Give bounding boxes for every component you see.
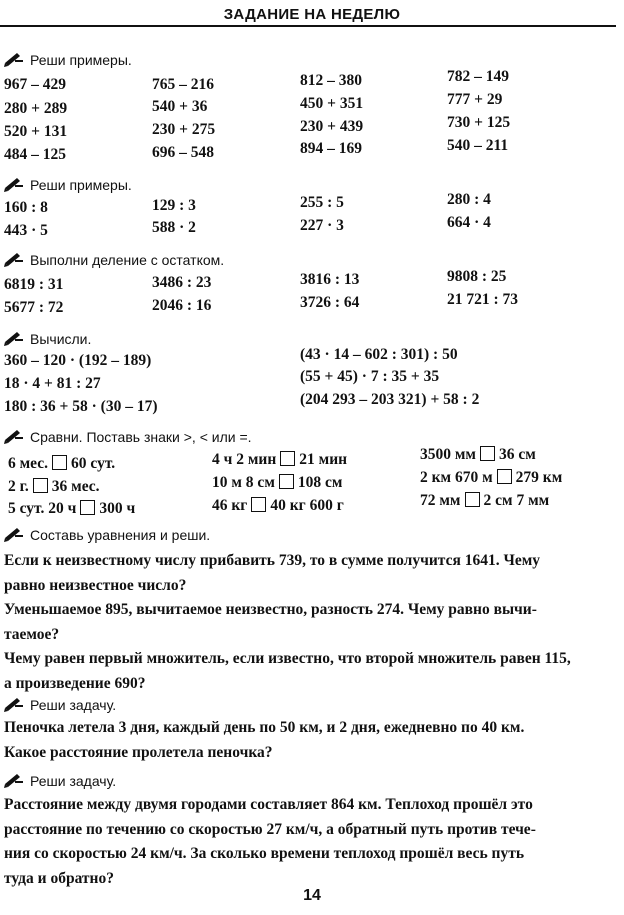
s3-example: 5677 : 72 <box>4 299 64 316</box>
text-line: туда и обратно? <box>4 869 114 887</box>
s4-expression: 180 : 36 + 58 · (30 – 17) <box>4 398 158 415</box>
compare-left: 6 мес. <box>8 455 49 472</box>
compare-item <box>420 469 562 487</box>
section-7-title <box>4 697 116 713</box>
s4-expression: (55 + 45) · 7 : 35 + 35 <box>300 368 440 385</box>
s4-expression: 18 · 4 + 81 : 27 <box>4 375 101 392</box>
text-line: Пеночка летела 3 дня, каждый день по 50 км, и 2 дня, ежедневно по 40 км. <box>4 719 525 736</box>
s2-example: 227 · 3 <box>300 217 344 234</box>
s4-expression: 360 – 120 · (192 – 189) <box>4 352 152 369</box>
compare-right: 40 кг 600 г <box>270 497 344 514</box>
compare-right: 36 мес. <box>51 478 100 495</box>
text-line: Уменьшаемое 895, вычитаемое неизвестно, разность 274. Чему равно вычи- <box>4 601 537 618</box>
s1-example: 812 – 380 <box>300 72 362 89</box>
compare-item <box>8 455 115 473</box>
s1-example: 450 + 351 <box>300 95 364 112</box>
text-line: таемое? <box>4 625 60 643</box>
pencil-icon <box>4 698 24 712</box>
section-5-title <box>4 429 252 445</box>
pencil-icon <box>4 528 24 542</box>
s1-example: 782 – 149 <box>447 68 509 85</box>
s2-example: 588 · 2 <box>152 219 196 236</box>
s1-example: 230 + 439 <box>300 118 364 135</box>
compare-right: 36 см <box>499 446 536 463</box>
compare-item <box>212 451 347 469</box>
page-title: ЗАДАНИЕ НА НЕДЕЛЮ <box>223 6 401 23</box>
s2-example: 160 : 8 <box>4 199 48 216</box>
compare-item <box>8 500 135 518</box>
compare-left: 2 км 670 м <box>420 469 493 486</box>
s1-example: 280 + 289 <box>4 100 68 117</box>
s1-example: 230 + 275 <box>152 121 216 138</box>
answer-box[interactable] <box>497 469 512 484</box>
task-text <box>4 549 616 696</box>
answer-box[interactable] <box>52 455 67 470</box>
compare-item <box>212 497 344 515</box>
s2-example: 129 : 3 <box>152 197 196 214</box>
compare-item <box>420 446 536 464</box>
answer-box[interactable] <box>465 492 480 507</box>
task-text <box>4 793 616 891</box>
s1-example: 540 + 36 <box>152 98 208 115</box>
s2-example: 443 · 5 <box>4 222 48 239</box>
compare-left: 2 г. <box>8 478 29 495</box>
section-2-title-text: Реши примеры. <box>30 177 132 193</box>
compare-left: 72 мм <box>420 492 461 509</box>
page-number: 14 <box>303 887 321 904</box>
s2-example: 280 : 4 <box>447 191 491 208</box>
compare-item <box>212 474 342 492</box>
compare-right: 108 см <box>297 474 343 491</box>
compare-right: 300 ч <box>99 500 136 517</box>
compare-right: 2 см 7 мм <box>483 492 550 509</box>
section-2-title <box>4 177 132 193</box>
s3-example: 2046 : 16 <box>152 297 212 314</box>
s3-example: 6819 : 31 <box>4 276 64 293</box>
text-line: расстояние по течению со скоростью 27 км/ч, а обратный путь против тече- <box>4 820 536 838</box>
s3-example: 3816 : 13 <box>300 271 360 288</box>
compare-right: 279 км <box>515 469 563 486</box>
pencil-icon <box>4 774 24 788</box>
answer-box[interactable] <box>279 474 294 489</box>
s1-example: 730 + 125 <box>447 114 511 131</box>
answer-box[interactable] <box>80 500 95 515</box>
s1-example: 777 + 29 <box>447 91 503 108</box>
s2-example: 255 : 5 <box>300 194 344 211</box>
pencil-icon <box>4 430 24 444</box>
section-8-title <box>4 773 116 789</box>
section-1-title <box>4 52 132 68</box>
compare-left: 4 ч 2 мин <box>212 451 277 468</box>
compare-item <box>420 492 549 510</box>
s1-example: 520 + 131 <box>4 123 68 140</box>
compare-item <box>8 478 100 496</box>
text-line: ния со скоростью 24 км/ч. За сколько времени теплоход прошёл весь путь <box>4 845 525 862</box>
s3-example: 3486 : 23 <box>152 274 212 291</box>
task-text <box>4 716 616 765</box>
text-line: Если к неизвестному числу прибавить 739, то в сумме получится 1641. Чему <box>4 552 541 569</box>
s1-example: 894 – 169 <box>300 140 362 157</box>
section-4-title-text: Вычисли. <box>30 331 92 347</box>
header-rule <box>0 25 616 27</box>
text-line: Расстояние между двумя городами составляет 864 км. Теплоход прошёл это <box>4 796 533 813</box>
answer-box[interactable] <box>480 446 495 461</box>
pencil-icon <box>4 253 24 267</box>
s4-expression: (43 · 14 – 602 : 301) : 50 <box>300 346 458 363</box>
pencil-icon <box>4 178 24 192</box>
section-5-title-text: Сравни. Поставь знаки >, < или =. <box>30 429 252 445</box>
s1-example: 540 – 211 <box>447 137 509 154</box>
text-line: а произведение 690? <box>4 674 146 692</box>
section-3-title <box>4 252 224 268</box>
section-4-title <box>4 331 91 347</box>
compare-left: 3500 мм <box>420 446 476 463</box>
compare-right: 60 сут. <box>71 455 116 472</box>
page-header <box>0 0 624 30</box>
s3-example: 21 721 : 73 <box>447 291 519 308</box>
section-8-title-text: Реши задачу. <box>30 773 117 789</box>
compare-left: 46 кг <box>212 497 248 514</box>
pencil-icon <box>4 332 24 346</box>
compare-left: 5 сут. 20 ч <box>8 500 77 517</box>
pencil-icon <box>4 53 24 67</box>
s1-example: 765 – 216 <box>152 76 214 93</box>
section-6-title-text: Составь уравнения и реши. <box>30 527 211 543</box>
s3-example: 3726 : 64 <box>300 294 360 311</box>
answer-box[interactable] <box>280 451 295 466</box>
s2-example: 664 · 4 <box>447 214 491 231</box>
answer-box[interactable] <box>251 497 266 512</box>
compare-left: 10 м 8 см <box>212 474 275 491</box>
compare-right: 21 мин <box>299 451 348 468</box>
s1-example: 484 – 125 <box>4 146 66 163</box>
section-6-title <box>4 527 210 543</box>
text-line: Какое расстояние пролетела пеночка? <box>4 743 273 761</box>
section-1-title-text: Реши примеры. <box>30 52 132 68</box>
text-line: равно неизвестное число? <box>4 576 187 594</box>
s3-example: 9808 : 25 <box>447 268 507 285</box>
s1-example: 696 – 548 <box>152 144 214 161</box>
s1-example: 967 – 429 <box>4 76 66 93</box>
s4-expression: (204 293 – 203 321) + 58 : 2 <box>300 391 480 408</box>
section-3-title-text: Выполни деление с остатком. <box>30 252 225 268</box>
section-7-title-text: Реши задачу. <box>30 697 117 713</box>
answer-box[interactable] <box>33 478 48 493</box>
text-line: Чему равен первый множитель, если известно, что второй множитель равен 115, <box>4 650 571 667</box>
